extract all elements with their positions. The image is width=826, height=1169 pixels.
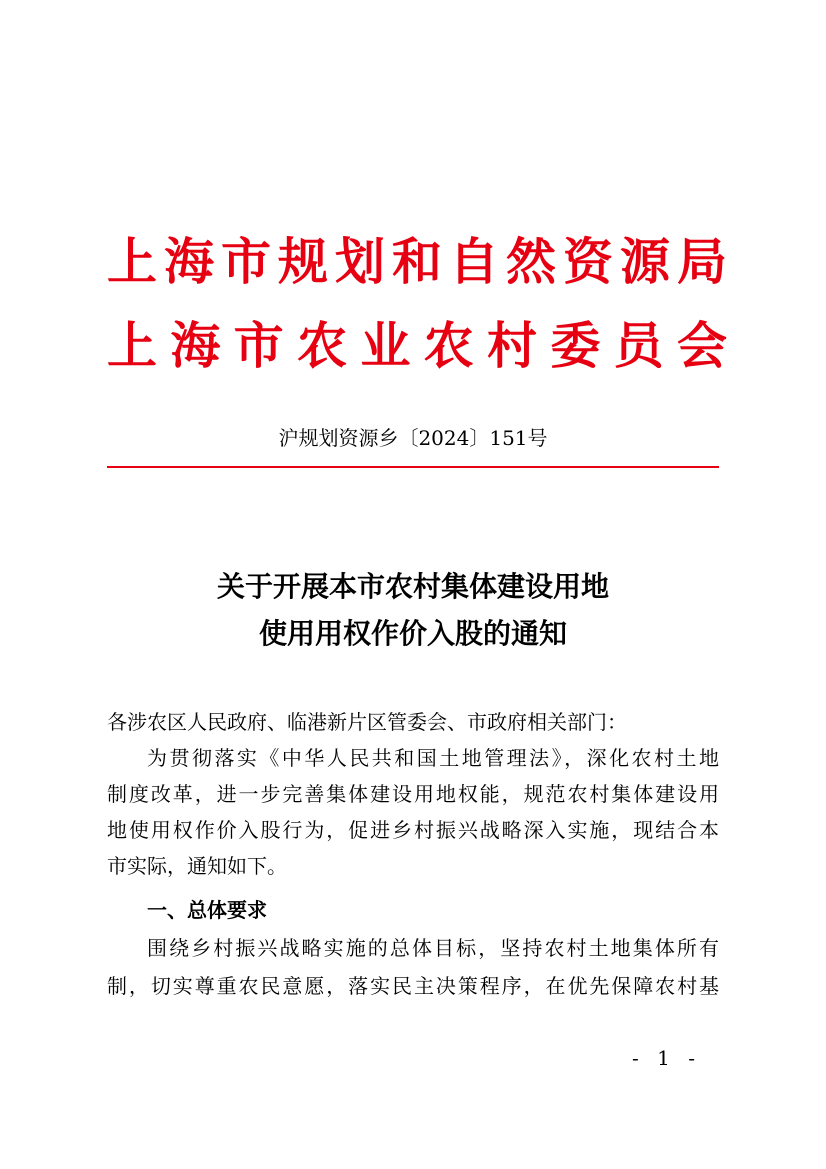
- issuer-name-planning-bureau: 上海市规划和自然资源局: [107, 232, 727, 291]
- body-line: 为贯彻落实《中华人民共和国土地管理法》，深化农村土地: [147, 746, 719, 770]
- body-line: 制，切实尊重农民意愿，落实民主决策程序，在优先保障农村基: [107, 974, 719, 998]
- document-title-line-1: 关于开展本市农村集体建设用地: [216, 570, 609, 603]
- issuer-name-agriculture-committee: 上海市农业农村委员会: [107, 316, 727, 375]
- red-separator-line: [107, 466, 719, 468]
- document-number: 沪规划资源乡〔2024〕151号: [278, 426, 548, 450]
- page-number: - 1 -: [632, 1046, 701, 1070]
- section-heading: 一、总体要求: [147, 898, 267, 922]
- document-title-line-2: 使用用权作价入股的通知: [258, 617, 567, 650]
- body-line: 地使用权作价入股行为，促进乡村振兴战略深入实施，现结合本: [107, 818, 719, 842]
- body-line: 围绕乡村振兴战略实施的总体目标，坚持农村土地集体所有: [147, 936, 719, 960]
- body-line: 制度改革，进一步完善集体建设用地权能，规范农村集体建设用: [107, 782, 719, 806]
- body-line: 市实际，通知如下。: [107, 854, 287, 878]
- addressee-line: 各涉农区人民政府、临港新片区管委会、市政府相关部门：: [107, 710, 627, 734]
